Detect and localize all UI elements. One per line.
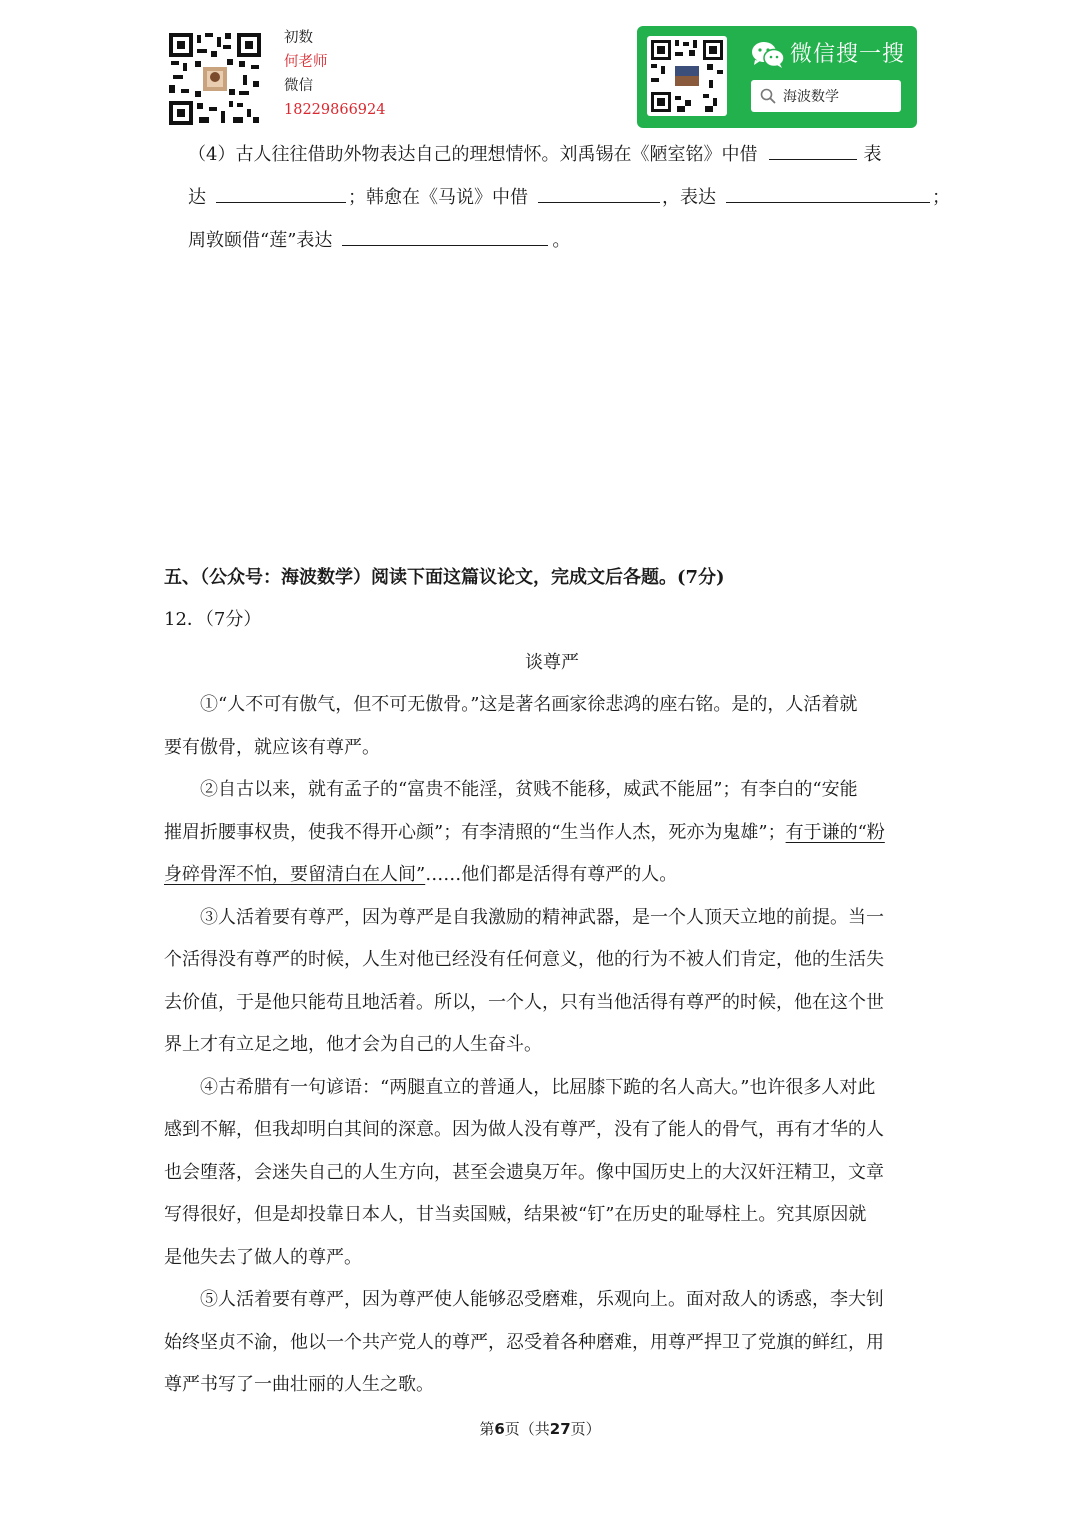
- footer-suffix: 页）: [570, 1420, 601, 1438]
- answer-blank[interactable]: [538, 184, 660, 203]
- underlined-quote: 身碎骨浑不怕，要留清白在人间”: [164, 864, 426, 885]
- wechat-search-card: [637, 26, 917, 128]
- paragraph-1-line: ①“人不可有傲气，但不可无傲骨。”这是著名画家徐悲鸿的座右铭。是的，人活着就: [200, 694, 858, 715]
- question4-text-3b: 。: [552, 230, 571, 251]
- paragraph-1-line: 要有傲骨，就应该有尊严。: [164, 737, 380, 758]
- contact-line-1: 初数: [284, 30, 313, 46]
- wechat-search-title: 微信搜一搜: [790, 42, 906, 67]
- page-number: 6: [494, 1420, 505, 1438]
- paragraph-2-line: ②自古以来，就有孟子的“富贵不能淫，贫贱不能移，威武不能屈”；有李白的“安能: [200, 779, 858, 800]
- contact-qr-code: [167, 31, 263, 127]
- total-pages: 27: [549, 1420, 571, 1438]
- wechat-qr-code: [647, 36, 727, 116]
- wechat-logo-icon: [750, 40, 786, 70]
- section5-heading: 五、（公众号：海波数学）阅读下面这篇议论文，完成文后各题。(7分): [164, 567, 725, 588]
- paragraph-3-line: 去价值，于是他只能苟且地活着。所以，一个人，只有当他活得有尊严的时候，他在这个世: [164, 992, 884, 1013]
- question-number: 12．（7分）: [164, 609, 262, 630]
- wechat-search-query: 海波数学: [783, 89, 839, 105]
- answer-blank[interactable]: [769, 141, 857, 160]
- paragraph-2-text: 摧眉折腰事权贵，使我不得开心颜”；有李清照的“生当作人杰，死亦为鬼雄”；: [164, 822, 786, 843]
- paragraph-4-line: 也会堕落，会迷失自己的人生方向，甚至会遗臭万年。像中国历史上的大汉奸汪精卫，文章: [164, 1162, 884, 1183]
- paragraph-4-line: 写得很好，但是却投靠日本人，甘当卖国贼，结果被“钉”在历史的耻辱柱上。究其原因就: [164, 1204, 867, 1225]
- paragraph-2-text: ……他们都是活得有尊严的人。: [425, 864, 678, 885]
- question4-text-2a: 达: [188, 187, 206, 208]
- question4-text-1: （4）古人往往借助外物表达自己的理想情怀。刘禹锡在《陋室铭》中借: [188, 144, 758, 165]
- question4-line-3: [188, 227, 570, 253]
- answer-blank[interactable]: [216, 184, 346, 203]
- question4-line-2: [188, 184, 950, 210]
- underlined-quote: 有于谦的“粉: [785, 822, 885, 843]
- search-icon: [760, 88, 776, 104]
- page-footer: [0, 1418, 1080, 1439]
- footer-mid: 页（共: [504, 1420, 550, 1438]
- question4-text-1-end: 表: [863, 144, 882, 165]
- paragraph-3-line: 个活得没有尊严的时候，人生对他已经没有任何意义，他的行为不被人们肯定，他的生活失: [164, 949, 884, 970]
- paragraph-3-line: 界上才有立足之地，他才会为自己的人生奋斗。: [164, 1034, 542, 1055]
- question4-text-2d: ；: [932, 187, 950, 208]
- paragraph-5-line: 始终坚贞不渝，他以一个共产党人的尊严，忍受着各种磨难，用尊严捍卫了党旗的鲜红，用: [164, 1332, 884, 1353]
- footer-prefix: 第: [479, 1420, 495, 1438]
- paragraph-2-line: [164, 821, 885, 845]
- paragraph-5-line: ⑤人活着要有尊严，因为尊严使人能够忍受磨难，乐观向上。面对敌人的诱惑，李大钊: [200, 1289, 884, 1310]
- paragraph-4-line: ④古希腊有一句谚语：“两腿直立的普通人，比屈膝下跪的名人高大。”也许很多人对此: [200, 1077, 876, 1098]
- contact-phone: 18229866924: [284, 102, 386, 118]
- contact-info: [284, 26, 385, 122]
- question4-text-2c: ，表达: [662, 187, 716, 208]
- paragraph-4-line: 感到不解，但我却明白其间的深意。因为做人没有尊严，没有了能人的骨气，再有才华的人: [164, 1119, 884, 1140]
- paragraph-4-line: 是他失去了做人的尊严。: [164, 1247, 362, 1268]
- question4-text-3a: 周敦颐借“莲”表达: [188, 230, 333, 251]
- wechat-search-box[interactable]: [751, 80, 901, 112]
- answer-blank[interactable]: [726, 184, 930, 203]
- answer-blank[interactable]: [342, 227, 548, 246]
- contact-name: 何老师: [284, 54, 328, 70]
- question4-text-2b: ；韩愈在《马说》中借: [348, 187, 528, 208]
- paragraph-5-line: 尊严书写了一曲壮丽的人生之歌。: [164, 1374, 434, 1395]
- question4-line-1: [188, 141, 881, 167]
- contact-line-3: 微信: [284, 78, 313, 94]
- paragraph-3-line: ③人活着要有尊严，因为尊严是自我激励的精神武器，是一个人顶天立地的前提。当一: [200, 907, 884, 928]
- article-title: 谈尊严: [525, 652, 579, 673]
- paragraph-2-line: [164, 863, 677, 887]
